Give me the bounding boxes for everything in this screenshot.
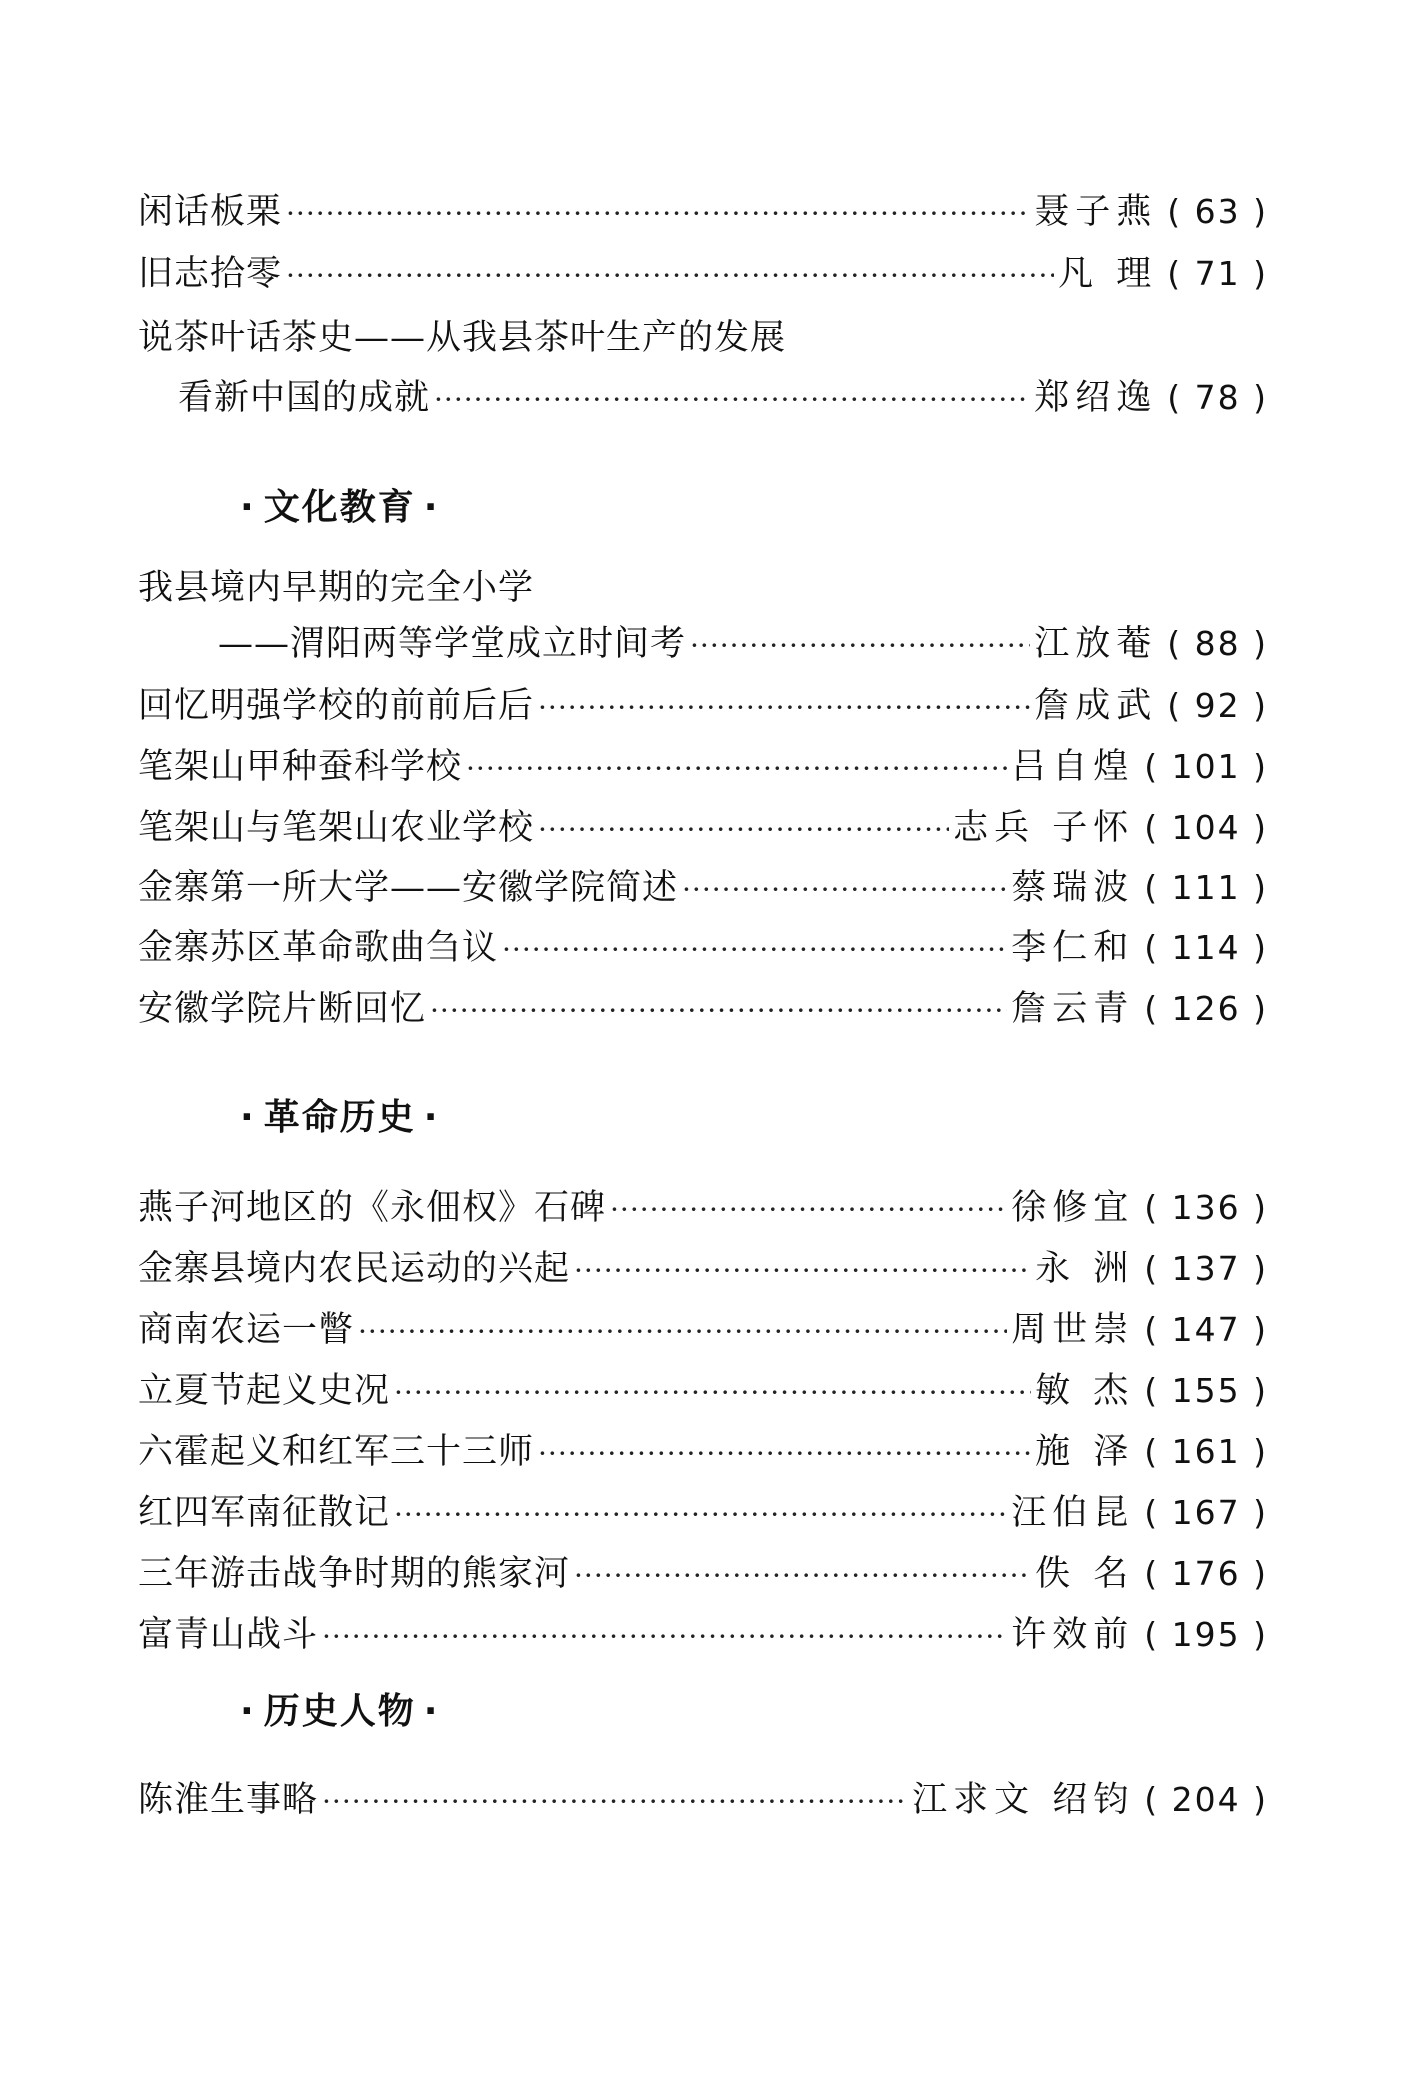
dot-leader	[286, 186, 1030, 238]
entry-page: ( 101 )	[1144, 747, 1268, 786]
entry-page: ( 204 )	[1144, 1780, 1268, 1819]
entry-author: 郑绍逸	[1034, 378, 1158, 418]
entry-title: 回忆明强学校的前前后后	[138, 686, 535, 726]
toc-entry[interactable]	[138, 680, 1268, 732]
entry-page: ( 78 )	[1167, 378, 1268, 417]
section-heading-text: 文化教育	[263, 487, 416, 528]
entry-page: ( 176 )	[1144, 1554, 1268, 1593]
entry-author: 江放菴	[1034, 624, 1158, 664]
entry-page: ( 114 )	[1144, 928, 1268, 967]
dot-leader	[690, 618, 1030, 670]
dot-leader	[322, 1774, 908, 1826]
entry-title: 安徽学院片断回忆	[138, 989, 427, 1029]
dot-leader	[574, 1548, 1031, 1600]
entry-page: ( 167 )	[1144, 1493, 1268, 1532]
toc-entry[interactable]	[138, 922, 1268, 974]
toc-entry[interactable]	[138, 1487, 1268, 1539]
entry-author: 许效前	[1011, 1615, 1135, 1655]
toc-entry[interactable]	[138, 1182, 1268, 1234]
entry-page: ( 111 )	[1144, 868, 1268, 907]
dot-leader	[538, 802, 949, 854]
bullet-dot: ·	[423, 1097, 440, 1138]
entry-title: 金寨县境内农民运动的兴起	[138, 1249, 571, 1289]
entry-author: 汪伯昆	[1011, 1493, 1135, 1533]
dot-leader	[502, 922, 1007, 974]
entry-author: 永 洲	[1035, 1249, 1135, 1289]
entry-title: 闲话板栗	[138, 192, 283, 232]
entry-title: 陈淮生事略	[138, 1780, 319, 1820]
bullet-dot: ·	[423, 487, 440, 528]
entry-title: 富青山战斗	[138, 1615, 319, 1655]
entry-page: ( 195 )	[1144, 1615, 1268, 1654]
toc-entry[interactable]	[218, 618, 1268, 670]
bullet-dot: ·	[423, 1691, 440, 1732]
bullet-dot: ·	[240, 487, 256, 528]
dot-leader	[610, 1182, 1007, 1234]
bullet-dot: ·	[240, 1691, 256, 1732]
toc-entry[interactable]	[138, 741, 1268, 793]
toc-entry[interactable]	[138, 983, 1268, 1035]
entry-title: 金寨第一所大学——安徽学院简述	[138, 868, 679, 908]
toc-entry[interactable]	[138, 1426, 1268, 1478]
toc-entry[interactable]	[138, 1774, 1268, 1826]
entry-page: ( 136 )	[1144, 1188, 1268, 1227]
section-heading	[232, 1686, 447, 1738]
entry-author: 敏 杰	[1035, 1371, 1135, 1411]
entry-author: 詹成武	[1034, 686, 1158, 726]
toc-entry[interactable]	[138, 1304, 1268, 1356]
toc-entry[interactable]	[138, 802, 1268, 854]
entry-page: ( 161 )	[1144, 1432, 1268, 1471]
entry-page: ( 88 )	[1167, 624, 1268, 663]
dot-leader	[466, 741, 1007, 793]
entry-title-line2: ——渭阳两等学堂成立时间考	[218, 624, 687, 664]
dot-leader	[394, 1487, 1007, 1539]
entry-title: 六霍起义和红军三十三师	[138, 1432, 535, 1472]
dot-leader	[682, 862, 1007, 914]
entry-page: ( 147 )	[1144, 1310, 1268, 1349]
entry-title: 笔架山与笔架山农业学校	[138, 808, 535, 848]
dot-leader	[538, 1426, 1031, 1478]
dot-leader	[322, 1609, 1007, 1661]
entry-author: 志兵 子怀	[953, 808, 1135, 848]
entry-author: 江求文 绍钧	[912, 1780, 1135, 1820]
section-heading-text: 历史人物	[263, 1691, 416, 1732]
section-heading-text: 革命历史	[263, 1097, 416, 1138]
toc-entry[interactable]	[178, 372, 1268, 424]
dot-leader	[434, 372, 1030, 424]
toc-entry[interactable]	[138, 248, 1268, 300]
entry-title: 立夏节起义史况	[138, 1371, 391, 1411]
entry-author: 李仁和	[1011, 928, 1135, 968]
entry-title: 笔架山甲种蚕科学校	[138, 747, 463, 787]
entry-title: 燕子河地区的《永佃权》石碑	[138, 1188, 607, 1228]
entry-page: ( 63 )	[1167, 192, 1268, 231]
entry-author: 聂子燕	[1034, 192, 1158, 232]
entry-author: 詹云青	[1011, 989, 1135, 1029]
toc-entry[interactable]	[138, 862, 1268, 914]
dot-leader	[358, 1304, 1007, 1356]
entry-page: ( 92 )	[1167, 686, 1268, 725]
entry-title: 旧志拾零	[138, 254, 283, 294]
entry-title: 金寨苏区革命歌曲刍议	[138, 928, 499, 968]
entry-title-line2: 看新中国的成就	[178, 378, 431, 418]
bullet-dot: ·	[240, 1097, 256, 1138]
entry-author: 施 泽	[1035, 1432, 1135, 1472]
entry-page: ( 155 )	[1144, 1371, 1268, 1410]
toc-entry[interactable]	[138, 1609, 1268, 1661]
entry-title: 三年游击战争时期的熊家河	[138, 1554, 571, 1594]
section-heading	[232, 482, 447, 534]
toc-entry[interactable]	[138, 186, 1268, 238]
entry-title: 红四军南征散记	[138, 1493, 391, 1533]
entry-page: ( 104 )	[1144, 808, 1268, 847]
entry-page: ( 71 )	[1167, 254, 1268, 293]
entry-title-line1[interactable]: 我县境内早期的完全小学	[138, 568, 535, 608]
dot-leader	[286, 248, 1054, 300]
dot-leader	[394, 1365, 1031, 1417]
dot-leader	[574, 1243, 1031, 1295]
entry-page: ( 137 )	[1144, 1249, 1268, 1288]
toc-entry[interactable]	[138, 1548, 1268, 1600]
entry-author: 周世崇	[1011, 1310, 1135, 1350]
toc-entry[interactable]	[138, 1243, 1268, 1295]
entry-author: 凡 理	[1058, 254, 1158, 294]
entry-author: 吕自煌	[1011, 747, 1135, 787]
entry-author: 蔡瑞波	[1011, 868, 1135, 908]
entry-title: 商南农运一瞥	[138, 1310, 355, 1350]
entry-title-line1[interactable]: 说茶叶话茶史——从我县茶叶生产的发展	[138, 318, 787, 358]
entry-author: 佚 名	[1035, 1554, 1135, 1594]
section-heading	[232, 1092, 447, 1144]
toc-entry[interactable]	[138, 1365, 1268, 1417]
dot-leader	[430, 983, 1007, 1035]
entry-page: ( 126 )	[1144, 989, 1268, 1028]
entry-author: 徐修宜	[1011, 1188, 1135, 1228]
dot-leader	[538, 680, 1030, 732]
